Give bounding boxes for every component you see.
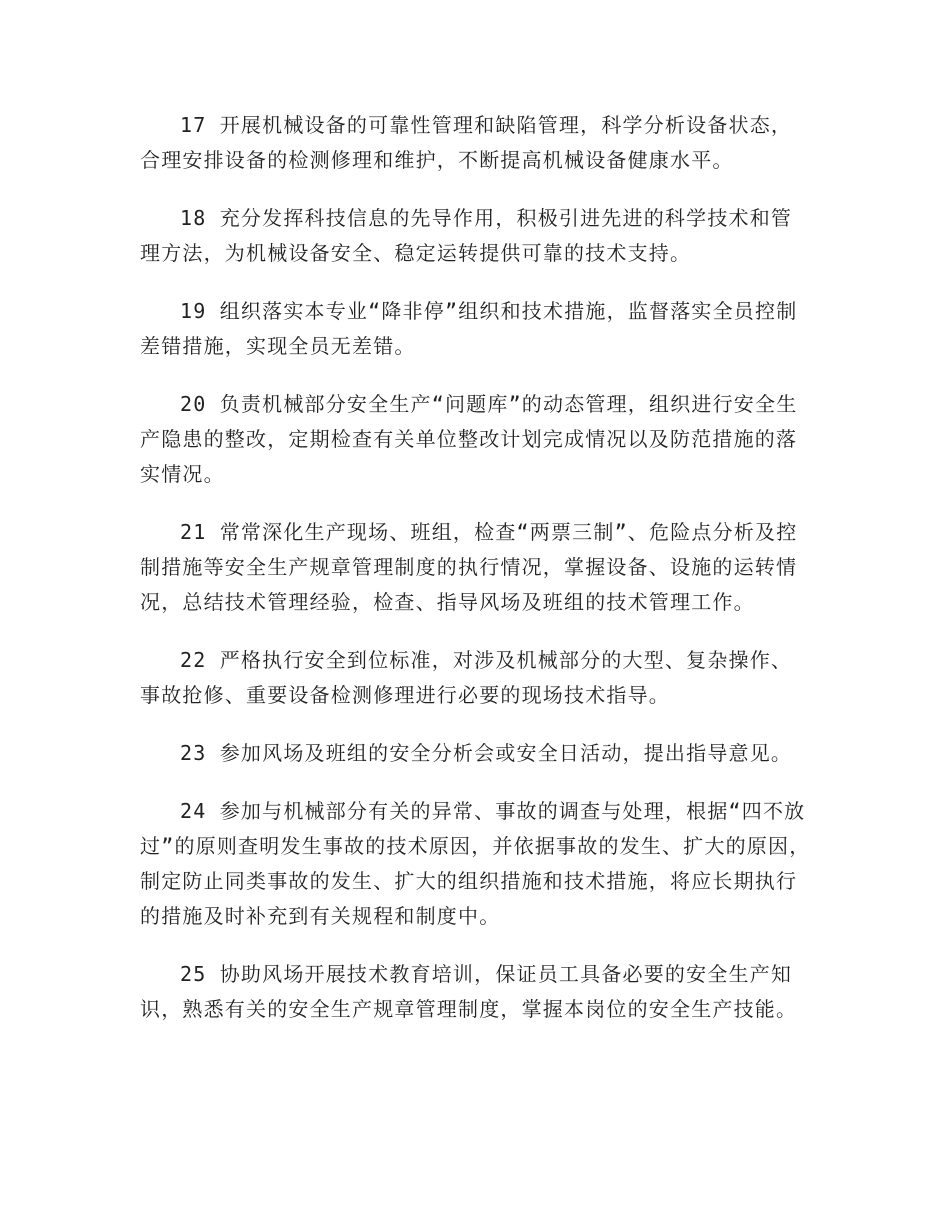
paragraph-23: 23 参加风场及班组的安全分析会或安全日活动，提出指导意见。 bbox=[180, 741, 793, 765]
paragraph-22: 22 严格执行安全到位标准，对涉及机械部分的大型、复杂操作、事故抢修、重要设备检测修理进行必要的现场技术指导。 bbox=[140, 648, 793, 707]
paragraph-24: 24 参加与机械部分有关的异常、事故的调查与处理，根据“四不放过”的原则查明发生事故的技术原因，并依据事故的发生、扩大的原因，制定防止同类事故的发生、扩大的组织措施和技术措施，将应长期执行的措施及时补充到有关规程和制度中。 bbox=[140, 799, 811, 928]
paragraph-18: 18 充分发挥科技信息的先导作用，积极引进先进的科学技术和管理方法，为机械设备安全、稳定运转提供可靠的技术支持。 bbox=[140, 206, 793, 265]
document-body bbox=[140, 108, 812, 1050]
paragraph-19: 19 组织落实本专业“降非停”组织和技术措施，监督落实全员控制差错措施，实现全员无差错。 bbox=[140, 299, 798, 358]
paragraph-17: 17 开展机械设备的可靠性管理和缺陷管理，科学分析设备状态，合理安排设备的检测修理和维护，不断提高机械设备健康水平。 bbox=[140, 113, 793, 172]
paragraph-20: 20 负责机械部分安全生产“问题库”的动态管理，组织进行安全生产隐患的整改，定期检查有关单位整改计划完成情况以及防范措施的落实情况。 bbox=[140, 392, 798, 486]
paragraph-25: 25 协助风场开展技术教育培训，保证员工具备必要的安全生产知识，熟悉有关的安全生产规章管理制度，掌握本岗位的安全生产技能。 bbox=[140, 962, 798, 1021]
paragraph-21: 21 常常深化生产现场、班组，检查“两票三制”、危险点分析及控制措施等安全生产规章管理制度的执行情况，掌握设备、设施的运转情况，总结技术管理经验，检查、指导风场及班组的技术管理工作。 bbox=[140, 520, 798, 614]
